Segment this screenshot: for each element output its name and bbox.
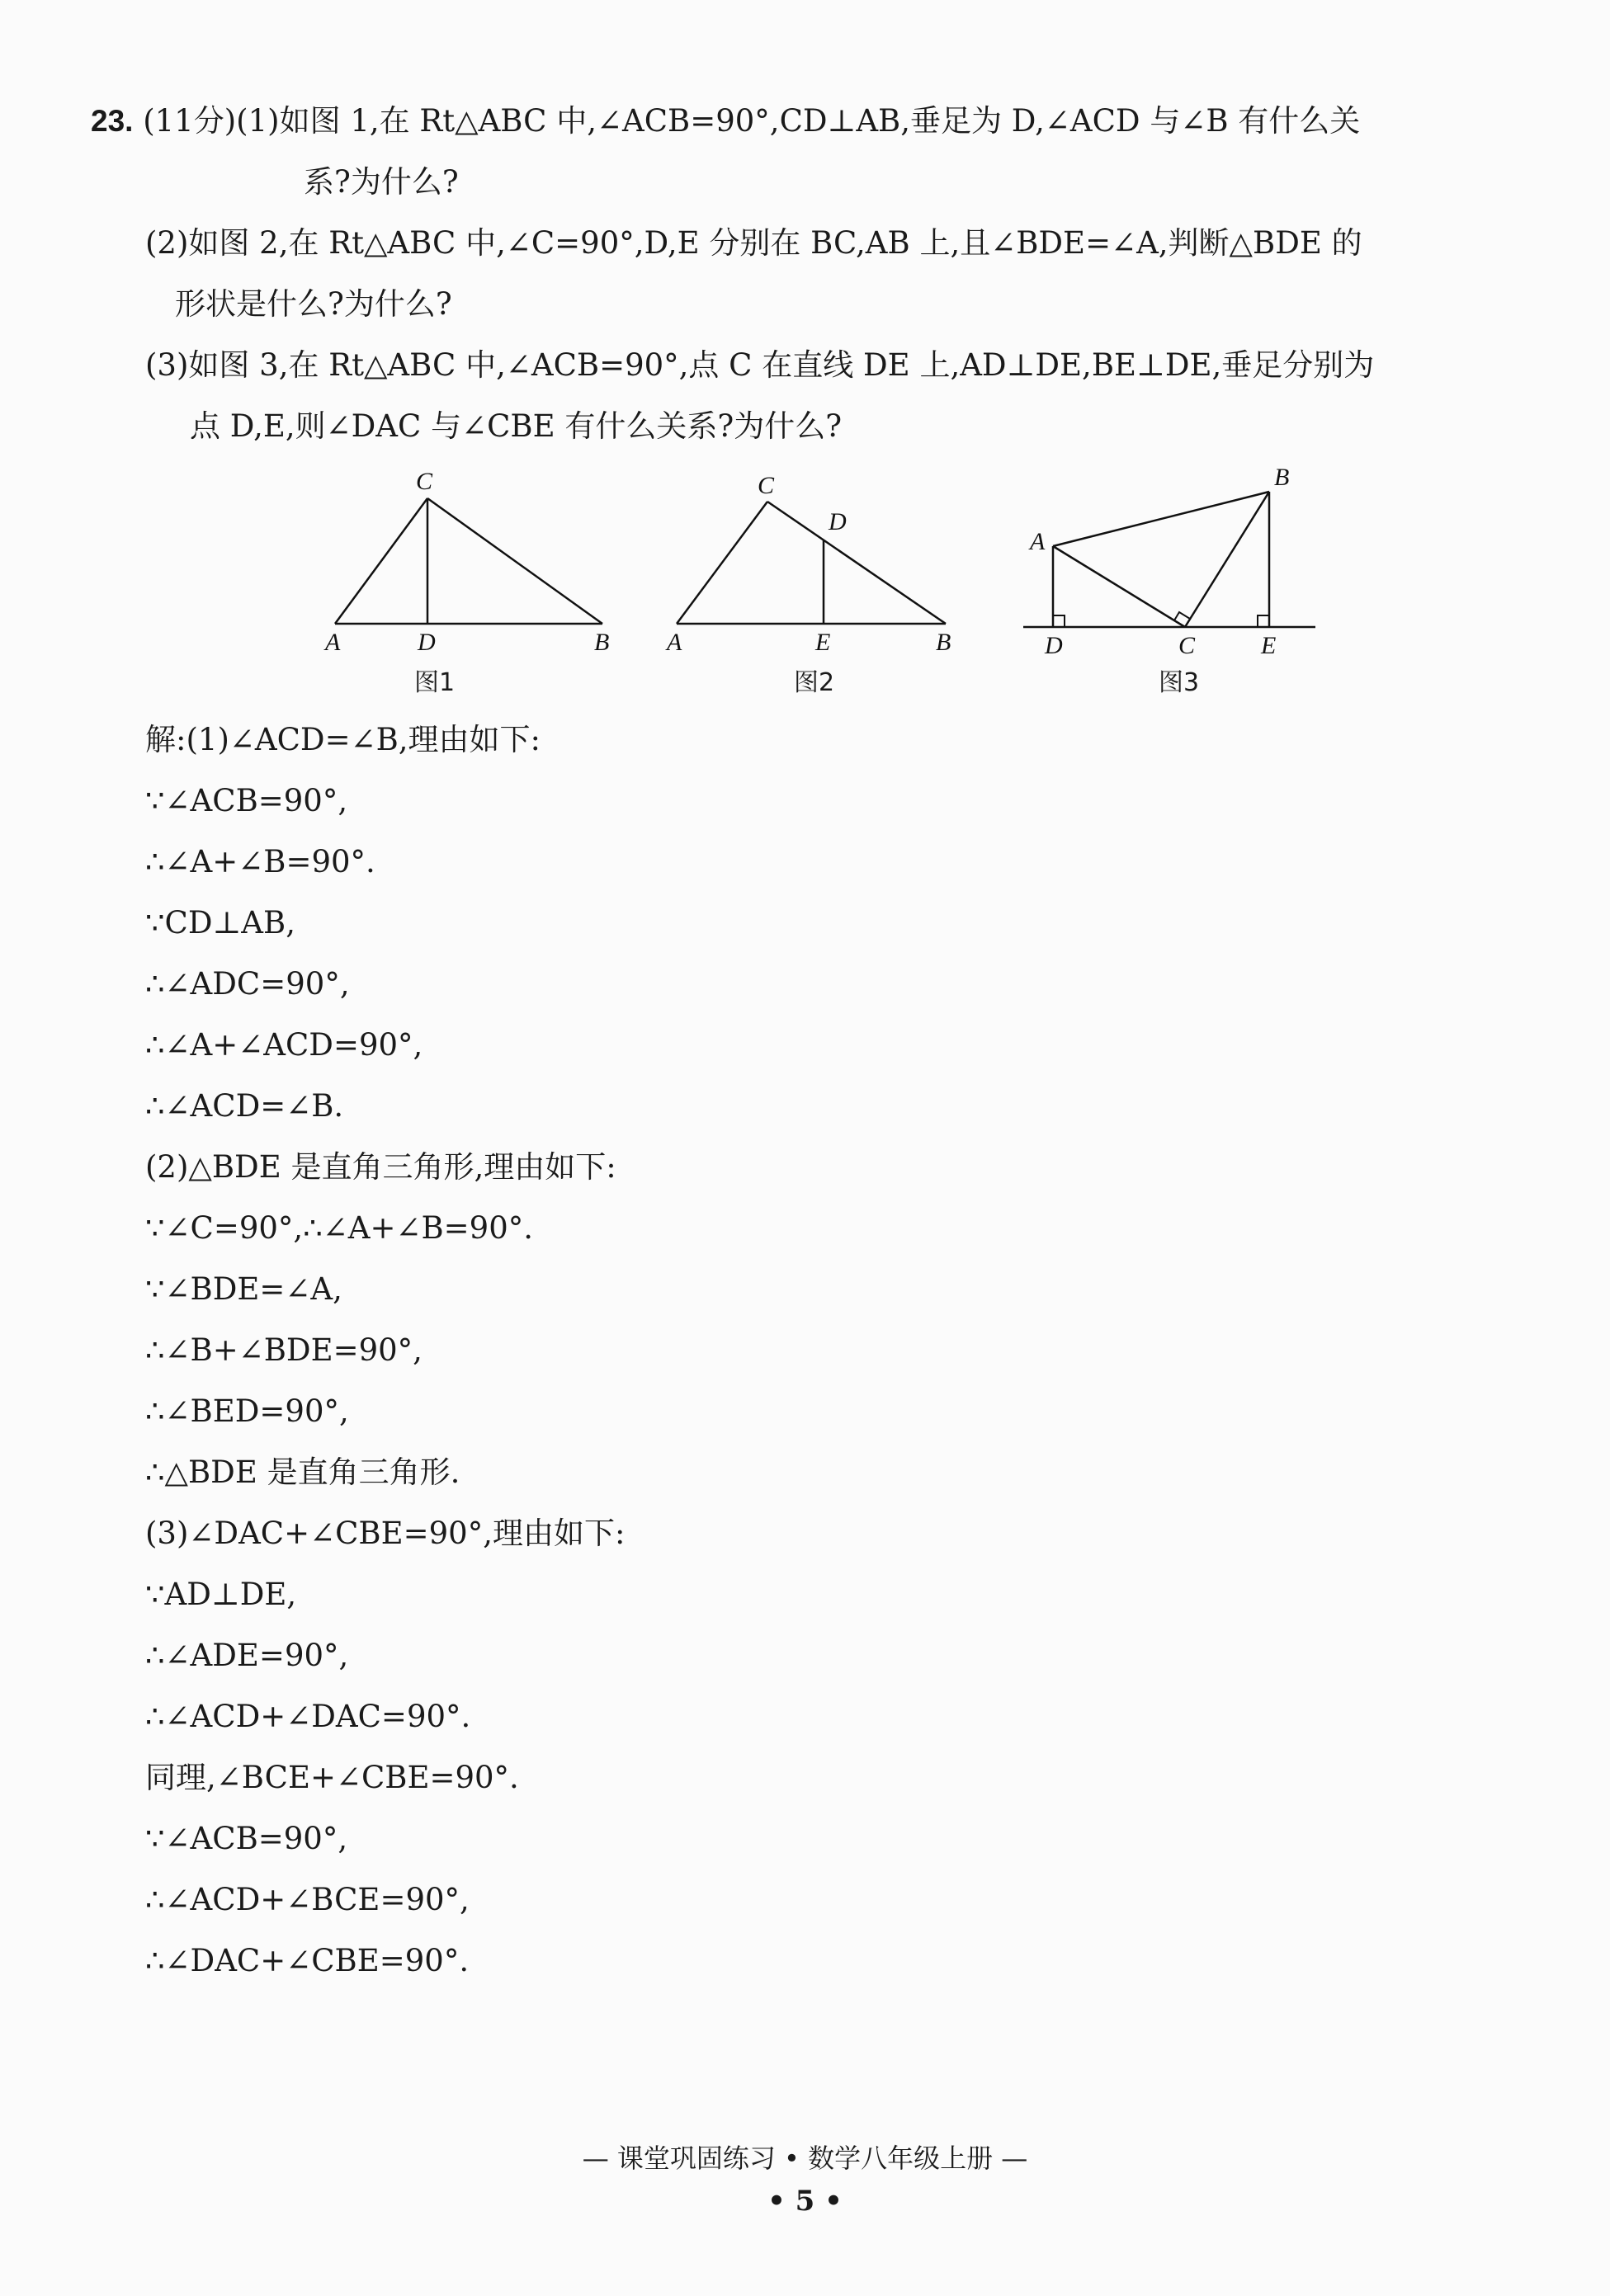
solution-line: ∵AD⊥DE, [145,1577,297,1612]
solution-line: ∴∠ADE=90°, [145,1638,349,1673]
fig3-label-b: B [1274,464,1290,491]
fig3-segment-ac [1053,546,1185,627]
fig1-side-ac [335,498,427,624]
solution-line: ∴△BDE 是直角三角形. [145,1454,460,1490]
fig2-side-ac [677,502,767,624]
page-number: • 5 • [767,2185,843,2218]
solution-line: ∴∠DAC+∠CBE=90°. [145,1943,470,1978]
solution-line: (3)∠DAC+∠CBE=90°,理由如下: [145,1516,626,1551]
solution-line: ∴∠A+∠ACD=90°, [145,1027,423,1063]
fig1-label-a: A [325,629,341,656]
solution-line: 同理,∠BCE+∠CBE=90°. [145,1760,519,1795]
fig3-segment-cb [1185,492,1269,627]
fig3-label-a: A [1030,528,1046,555]
fig1-label-d: D [418,629,436,656]
problem-line-2: 系?为什么? [304,164,459,200]
figure-3-caption: 图3 [1159,668,1200,697]
solution-line: ∴∠ACD+∠DAC=90°. [145,1699,471,1734]
solution-line: ∵∠C=90°,∴∠A+∠B=90°. [145,1210,533,1246]
solution-line: ∵∠ACB=90°, [145,783,348,818]
solution-line: ∵CD⊥AB, [145,905,295,941]
fig3-label-c: C [1178,632,1196,659]
fig2-label-b: B [936,629,951,656]
fig2-label-d: D [829,508,847,535]
solution-line: ∴∠ACD+∠BCE=90°, [145,1882,470,1917]
problem-line-1 [91,101,1360,142]
figure-2-caption: 图2 [794,668,835,697]
solution-line: ∴∠ACD=∠B. [145,1088,344,1124]
fig3-label-d: D [1045,632,1063,659]
fig2-label-a: A [667,629,682,656]
solution-line: ∵∠ACB=90°, [145,1821,348,1856]
fig2-side-cb [767,502,946,624]
figure-2 [660,462,974,660]
book-footer: — 课堂巩固练习 • 数学八年级上册 — [582,2143,1028,2174]
solution-line: ∴∠A+∠B=90°. [145,844,375,879]
problem-line-6: 点 D,E,则∠DAC 与∠CBE 有什么关系?为什么? [190,408,843,444]
problem-number: 23. [91,104,134,138]
fig3-right-angle-d [1053,615,1065,627]
figure-3 [1015,462,1329,660]
problem-line-4: 形状是什么?为什么? [175,286,452,322]
fig1-label-c: C [416,468,433,495]
solution-line: ∴∠B+∠BDE=90°, [145,1332,423,1368]
fig1-side-cb [427,498,602,624]
figure-1 [314,462,627,660]
problem-line-5: (3)如图 3,在 Rt△ABC 中,∠ACB=90°,点 C 在直线 DE 上,AD⊥DE,BE⊥DE,垂足分别为 [145,347,1375,383]
fig3-right-angle-e [1258,615,1269,627]
solution-line: (2)△BDE 是直角三角形,理由如下: [145,1149,616,1185]
fig3-label-e: E [1261,632,1277,659]
solution-line: ∴∠ADC=90°, [145,966,350,1002]
fig1-label-b: B [594,629,610,656]
solution-line: ∵∠BDE=∠A, [145,1271,342,1307]
fig3-right-angle-c [1174,612,1190,620]
fig2-label-e: E [815,629,831,656]
problem-text-1: (11分)(1)如图 1,在 Rt△ABC 中,∠ACB=90°,CD⊥AB,垂足为 D,∠ACD 与∠B 有什么关 [143,103,1361,139]
problem-line-3: (2)如图 2,在 Rt△ABC 中,∠C=90°,D,E 分别在 BC,AB 上,且∠BDE=∠A,判断△BDE 的 [145,225,1362,261]
solution-line: ∴∠BED=90°, [145,1393,349,1429]
fig2-label-c: C [758,472,775,499]
fig3-segment-ab [1053,492,1269,546]
solution-line: 解:(1)∠ACD=∠B,理由如下: [145,722,541,757]
figure-1-caption: 图1 [414,668,456,697]
